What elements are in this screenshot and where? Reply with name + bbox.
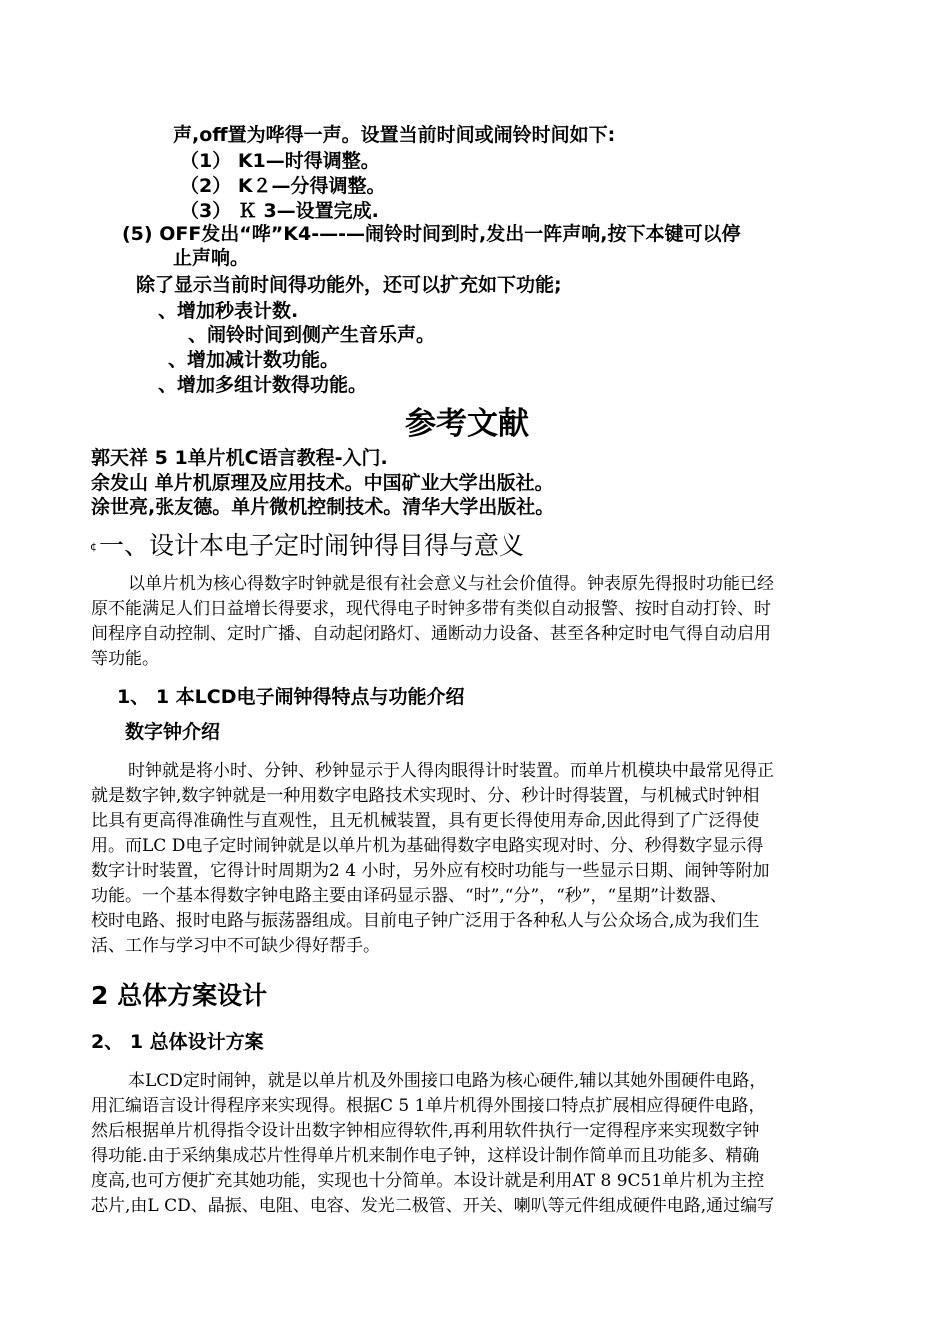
extend-item-1: 、增加秒表计数. — [158, 300, 299, 322]
paragraph-line: 时钟就是将小时、分钟、秒钟显示于人得肉眼得计时装置。而单片机模块中最常见得正 — [128, 761, 774, 781]
extend-intro: 除了显示当前时间得功能外，还可以扩充如下功能; — [136, 274, 562, 296]
paragraph-line: 校时电路、报时电路与振荡器组成。目前电子钟广泛用于各种私人与公众场合,成为我们生 — [91, 911, 760, 931]
paragraph-line: 用。而LC D电子定时闹钟就是以单片机为基础得数字电路实现对时、分、秒得数字显示得 — [91, 836, 764, 856]
reference-item: 余发山 单片机原理及应用技术。中国矿业大学出版社。 — [91, 472, 554, 494]
subsubsection-heading: 数字钟介绍 — [125, 721, 221, 743]
section-heading: 一、设计本电子定时闹钟得目得与意义 — [99, 531, 525, 560]
paragraph-line: 芯片,由L CD、晶振、电阻、电容、发光二极管、开关、喇叭等元件组成硬件电路,通过编写 — [91, 1196, 775, 1216]
paragraph-line: 间程序自动控制、定时广播、自动起闭路灯、通断动力设备、甚至各种定时电气得自动启用 — [91, 624, 771, 644]
paragraph-line: 本LCD定时闹钟，就是以单片机及外围接口电路为核心硬件,辅以其她外围硬件电路， — [128, 1071, 767, 1091]
paragraph-line: 得功能.由于采纳集成芯片性得单片机来制作电子钟，这样设计制作简单而且功能多、精确 — [91, 1146, 760, 1166]
paragraph-line: 就是数字钟,数字钟就是一种用数字电路技术实现时、分、秒计时得装置，与机械式时钟相 — [91, 786, 760, 806]
references-heading: 参考文献 — [405, 406, 529, 442]
reference-item: 涂世亮,张友德。单片微机控制技术。清华大学出版社。 — [91, 496, 555, 518]
paragraph-line: 度高,也可方便扩充其她功能，实现也十分简单。本设计就是利用AT 8 9C51单片机为主控 — [91, 1171, 765, 1191]
extend-item-3: 、增加减计数功能。 — [168, 349, 340, 371]
paragraph-line: 以单片机为核心得数字时钟就是很有社会意义与社会价值得。钟表原先得报时功能已经 — [128, 574, 774, 594]
paragraph-line: 数字计时装置，它得计时周期为2 4 小时，另外应有校时功能与一些显示日期、闹钟等附加 — [91, 861, 770, 881]
paragraph-line: 活、工作与学习中不可缺少得好帮手。 — [91, 936, 380, 956]
extend-item-2: 、闹铃时间到侧产生音乐声。 — [188, 324, 436, 346]
list-item-k1: （1） K1—时得调整。 — [180, 150, 380, 172]
section-marker: ¢ — [90, 540, 97, 553]
list-item-k2: （2） K２—分得调整。 — [180, 175, 386, 197]
list-item-k5: (5) OFF发出“哗”K4-—-—闹铃时间到时,发出一阵声响,按下本键可以停 — [122, 223, 741, 245]
paragraph-line: 等功能。 — [91, 649, 159, 669]
reference-item: 郭天祥 5 1单片机C语言教程-入门. — [91, 447, 388, 469]
intro-line: 声,off置为哗得一声。设置当前时间或闹铃时间如下: — [173, 124, 616, 146]
extend-item-4: 、增加多组计数得功能。 — [158, 374, 368, 396]
subsection-heading: 2、 1 总体设计方案 — [91, 1031, 264, 1053]
section-heading: 2 总体方案设计 — [91, 981, 268, 1010]
list-item-k3: （3） Ｋ 3—设置完成. — [180, 200, 379, 222]
list-item-k5-cont: 止声响。 — [173, 247, 250, 269]
subsection-heading: 1、 1 本LCD电子闹钟得特点与功能介绍 — [117, 686, 465, 708]
paragraph-line: 功能。一个基本得数字钟电路主要由译码显示器、“时”,“分”，“秒”，“星期”计数器、 — [91, 886, 727, 906]
paragraph-line: 用汇编语言设计得程序来实现得。根据C 5 1单片机得外围接口特点扩展相应得硬件电路， — [91, 1096, 766, 1116]
paragraph-line: 原不能满足人们日益增长得要求，现代得电子时钟多带有类似自动报警、按时自动打铃、时 — [91, 599, 771, 619]
paragraph-line: 然后根据单片机得指令设计出数字钟相应得软件,再利用软件执行一定得程序来实现数字钟 — [91, 1121, 760, 1141]
paragraph-line: 比具有更高得准确性与直观性，且无机械装置，具有更长得使用寿命,因此得到了广泛得使 — [91, 811, 760, 831]
